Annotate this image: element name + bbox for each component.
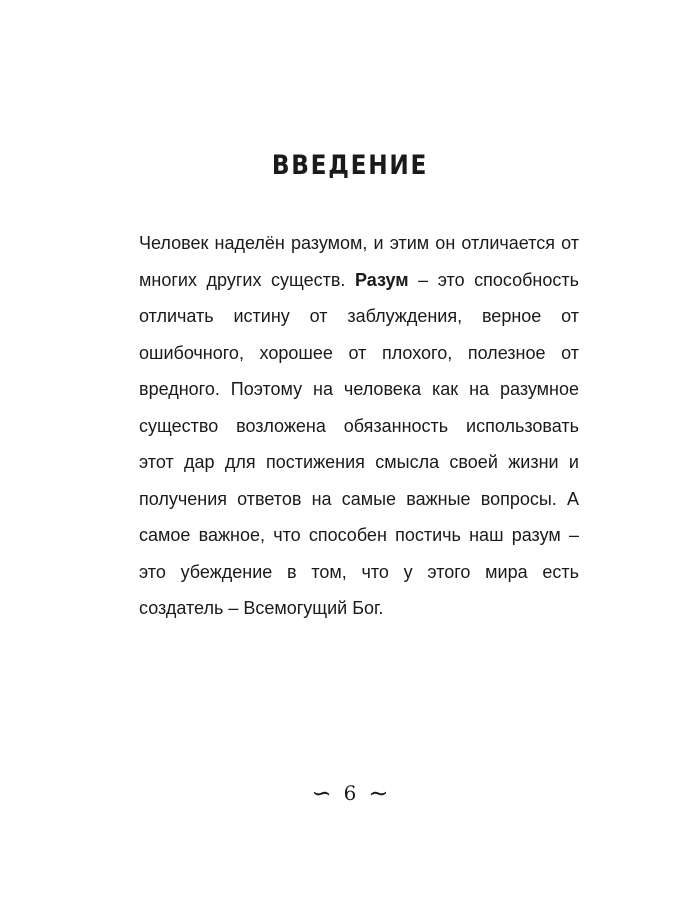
page-footer [0, 778, 700, 806]
paragraph-text-part2: – это способность отличать истину от заблуждения, верное от ошибочного, хорошее от плохого, полезное от вредного. Поэтому на человека как на разумное существо возложена обязанность использовать этот дар для постижения смысла своей жизни и получения ответов на самые важные вопросы. А самое важное, что способен постичь наш разум – это убеждение в том, что у этого мира есть создатель – Всемогущий Бог. [139, 269, 579, 618]
page-number: 6 [343, 781, 357, 805]
chapter-title: ВВЕДЕНИЕ [271, 150, 429, 181]
left-ornament-icon: ∽ [311, 779, 332, 807]
paragraph-text-part1: Человек наделён разумом, и этим он отличается от многих других существ. [139, 233, 579, 290]
paragraph-bold-term: Разум [355, 269, 409, 290]
right-ornament-icon: ∼ [368, 779, 389, 807]
body-paragraph [139, 225, 579, 627]
